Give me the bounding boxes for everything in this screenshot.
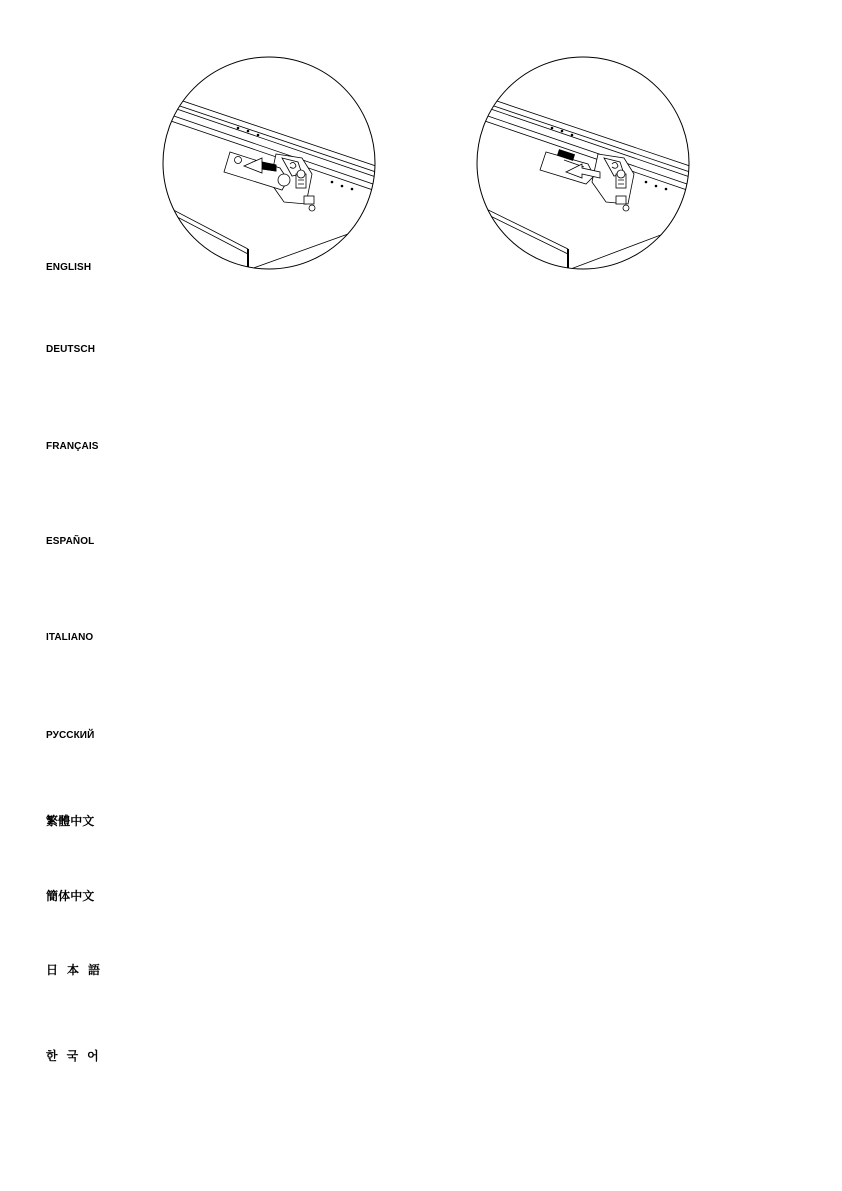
latch-locked-illustration (162, 56, 376, 270)
language-heading-russian: РУССКИЙ (46, 730, 95, 741)
language-heading-deutsch: DEUTSCH (46, 344, 96, 355)
language-heading-espanol: ESPAÑOL (46, 536, 95, 547)
language-heading-english: ENGLISH (46, 262, 92, 273)
language-heading-japanese: 日本語 (46, 963, 110, 977)
latch-released-illustration (476, 56, 690, 270)
language-heading-simplified-chinese: 簡体中文 (46, 889, 95, 903)
language-heading-traditional-chinese: 繁體中文 (46, 814, 95, 828)
language-heading-francais: FRANÇAIS (46, 441, 99, 452)
language-heading-korean: 한국어 (46, 1049, 108, 1063)
language-heading-italiano: ITALIANO (46, 632, 94, 643)
